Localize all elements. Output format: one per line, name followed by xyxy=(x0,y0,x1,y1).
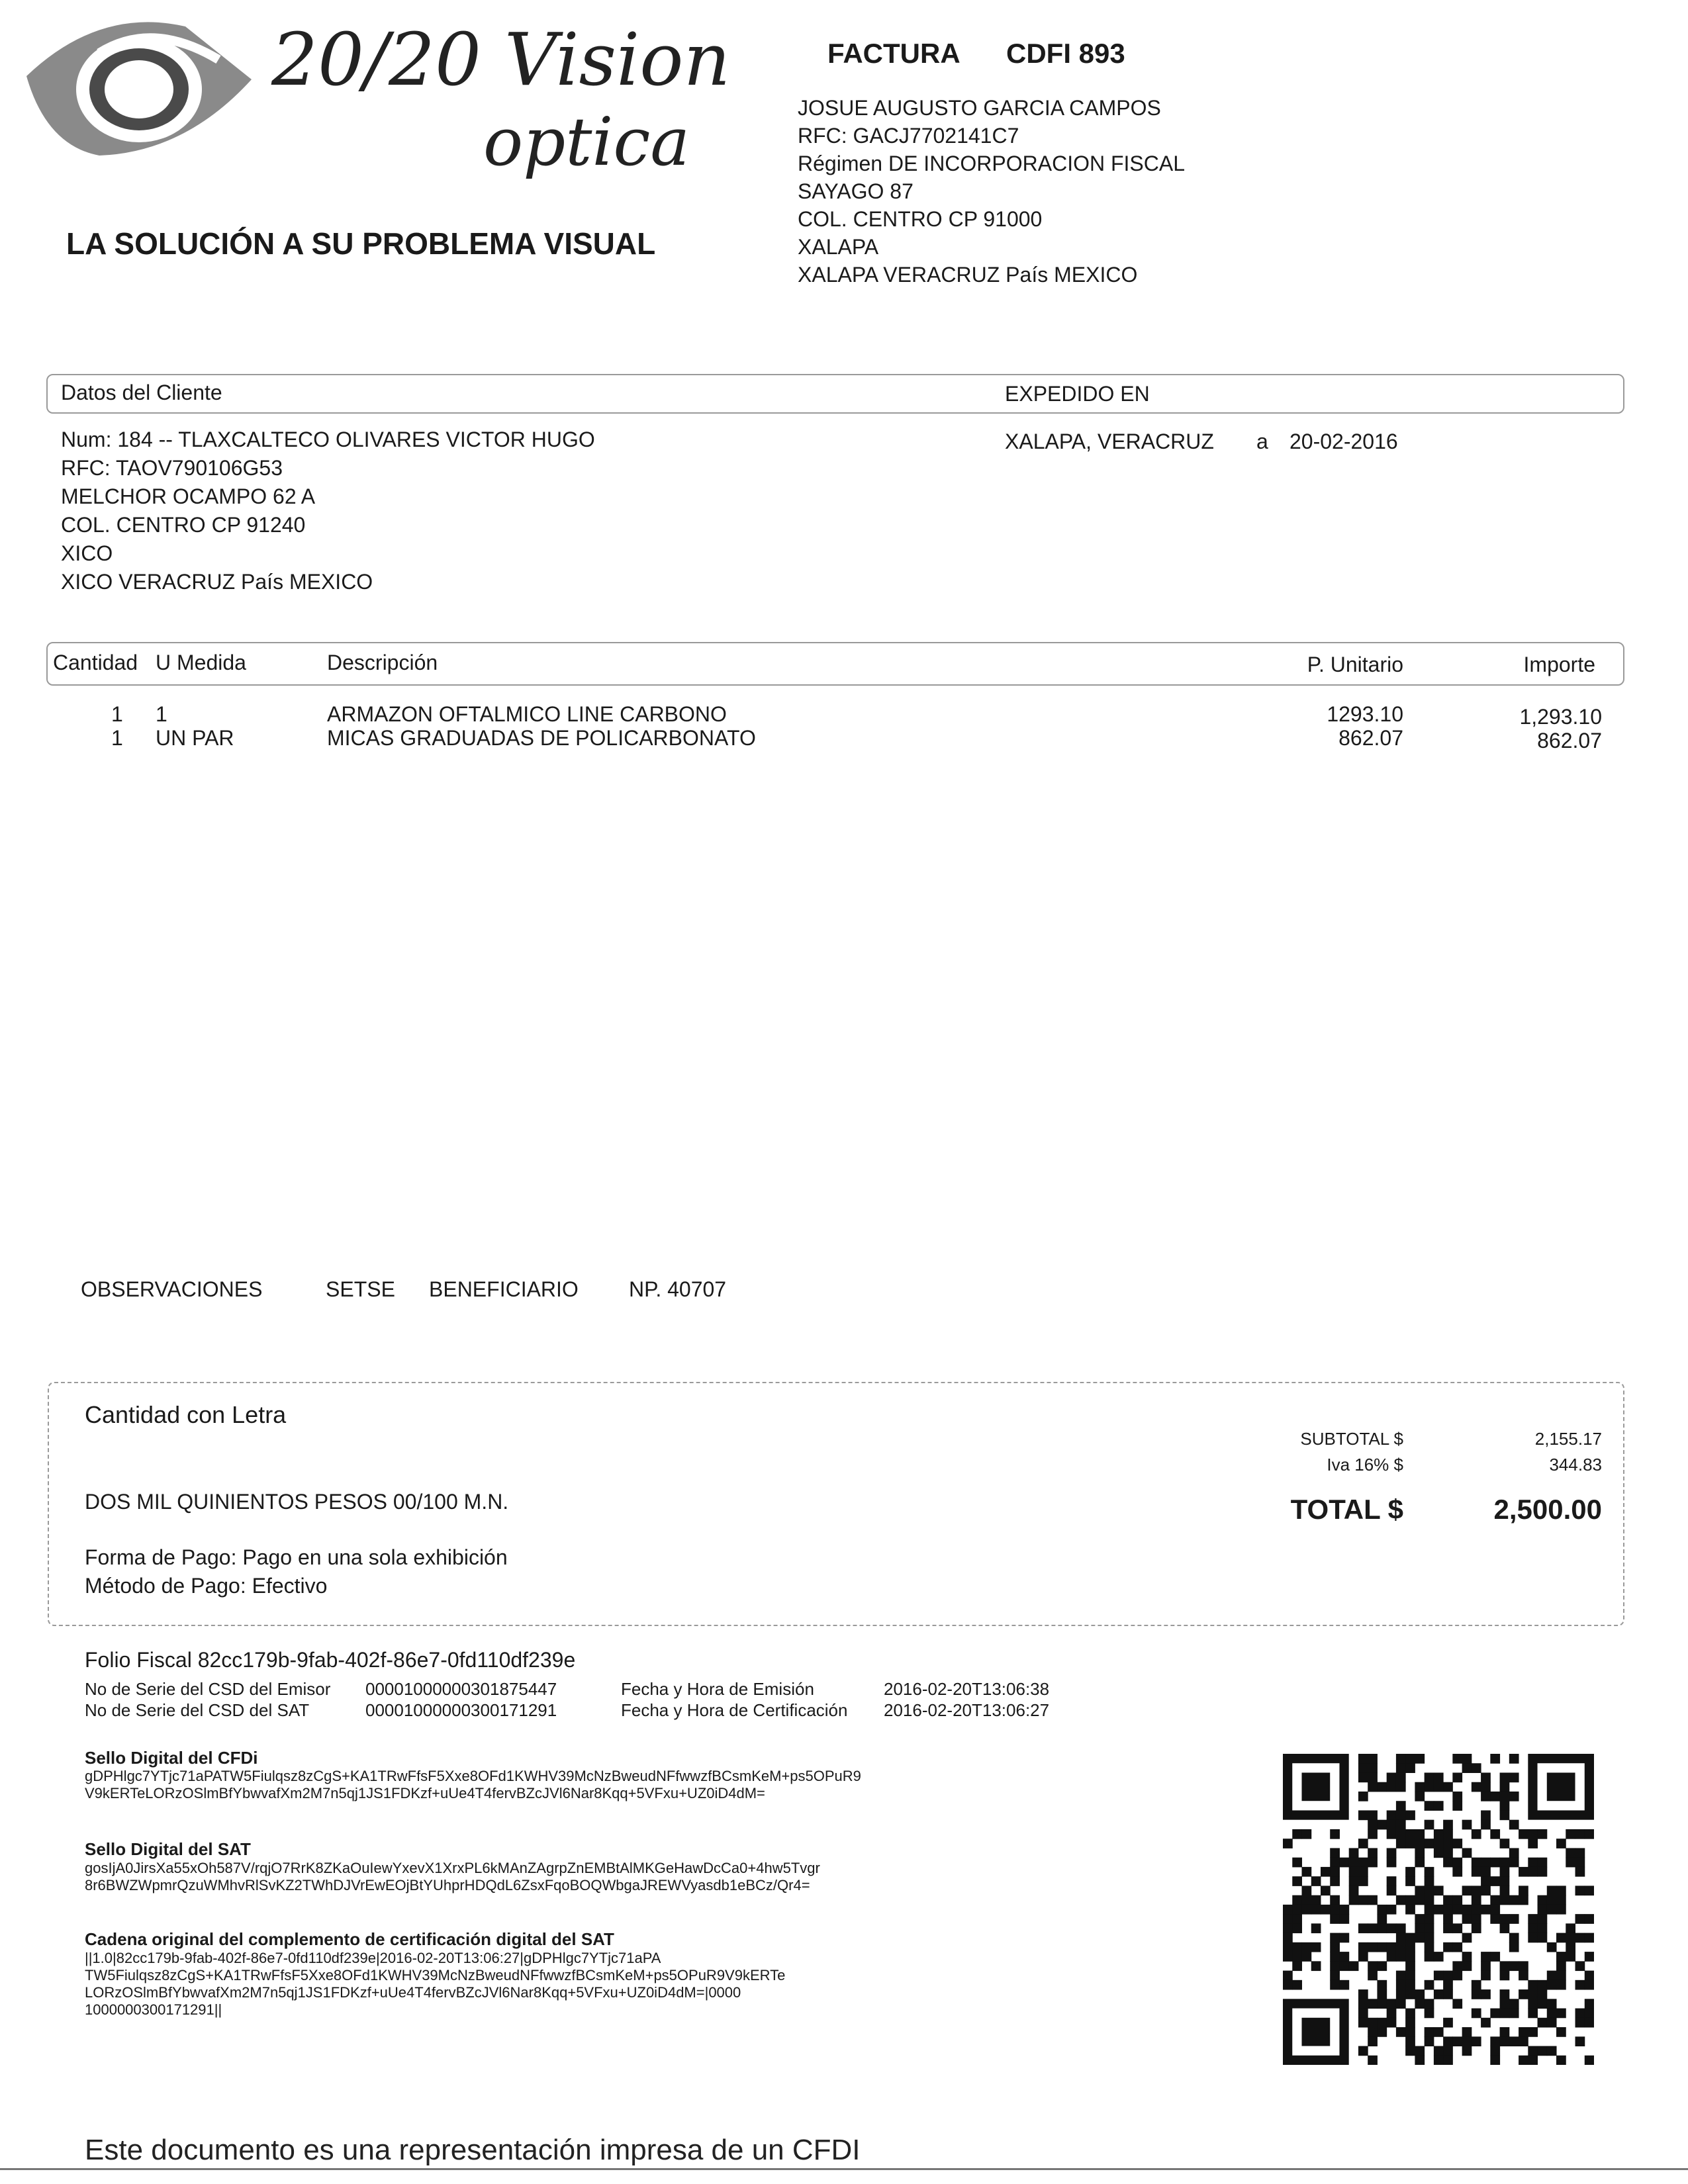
issuer-city: XALAPA xyxy=(798,235,879,259)
row-amount: 1,293.10 xyxy=(1519,705,1602,729)
cadena-line: LORzOSlmBfYbwvafXm2M7n5qj1JS1FDKzf+uUe4T4fervBZcJVl6Nar8Kqq+5VFxu+UZ0iD4dM=|0000 xyxy=(85,1984,741,2001)
row-desc: MICAS GRADUADAS DE POLICARBONATO xyxy=(327,726,756,750)
emision-value: 2016-02-20T13:06:38 xyxy=(884,1679,1050,1699)
observations-value-3: NP. 40707 xyxy=(629,1277,727,1301)
col-header-desc: Descripción xyxy=(327,651,438,674)
sello-cfdi-line: V9kERTeLORzOSlmBfYbwvafXm2M7n5qj1JS1FDKzf+uUe4T4fervBZcJVl6Nar8Kqq+5VFxu+UZ0iD4dM= xyxy=(85,1785,765,1801)
logo-text-2: optica xyxy=(483,103,690,181)
issuer-name: JOSUE AUGUSTO GARCIA CAMPOS xyxy=(798,96,1161,120)
observations-value-2: BENEFICIARIO xyxy=(429,1277,579,1301)
row-unit: UN PAR xyxy=(156,726,234,750)
row-desc: ARMAZON OFTALMICO LINE CARBONO xyxy=(327,702,727,726)
observations-value-1: SETSE xyxy=(326,1277,395,1301)
csd-sat-value: 00001000000300171291 xyxy=(365,1700,557,1720)
issued-a: a xyxy=(1256,430,1268,453)
issuer-block xyxy=(798,94,1185,289)
cert-value: 2016-02-20T13:06:27 xyxy=(884,1700,1050,1720)
client-colony: COL. CENTRO CP 91240 xyxy=(61,513,306,537)
sello-sat-line: 8r6BWZWpmrQzuWMhvRlSvKZ2TWhDJVrEwEOjBtYUhprHDQdL6ZsxFqoBOQWbgaJREWVyasdb1eBCz/Qr4= xyxy=(85,1877,810,1893)
total-value: 2,500.00 xyxy=(1493,1494,1602,1525)
row-amount: 862.07 xyxy=(1537,729,1602,752)
cert-label: Fecha y Hora de Certificación xyxy=(621,1700,848,1720)
issuer-state: XALAPA VERACRUZ País MEXICO xyxy=(798,263,1138,287)
cadena-line: 1000000300171291|| xyxy=(85,2001,222,2018)
col-header-qty: Cantidad xyxy=(53,651,138,674)
issuer-street: SAYAGO 87 xyxy=(798,179,914,203)
issuer-rfc: RFC: GACJ7702141C7 xyxy=(798,124,1019,148)
invoice-type: FACTURA xyxy=(827,38,961,69)
table-row xyxy=(0,700,1688,727)
client-state: XICO VERACRUZ País MEXICO xyxy=(61,570,373,594)
subtotal-value: 2,155.17 xyxy=(1534,1429,1602,1449)
iva-value: 344.83 xyxy=(1549,1455,1602,1475)
issued-date: 20-02-2016 xyxy=(1289,430,1398,453)
row-price: 862.07 xyxy=(1338,726,1403,750)
amount-in-words-label: Cantidad con Letra xyxy=(85,1401,287,1428)
table-row xyxy=(0,724,1688,751)
row-price: 1293.10 xyxy=(1327,702,1403,726)
csd-emisor-value: 00001000000301875447 xyxy=(365,1679,557,1699)
cadena-line: ||1.0|82cc179b-9fab-402f-86e7-0fd110df239e|2016-02-20T13:06:27|gDPHlgc7YTjc71aPA xyxy=(85,1950,661,1966)
company-slogan: LA SOLUCIÓN A SU PROBLEMA VISUAL xyxy=(66,226,656,261)
emision-label: Fecha y Hora de Emisión xyxy=(621,1679,814,1699)
col-header-amount: Importe xyxy=(1523,653,1595,676)
issued-label: EXPEDIDO EN xyxy=(1005,382,1150,406)
cadena-line: TW5Fiulqsz8zCgS+KA1TRwFfsF5Xxe8OFd1KWHV39McNzBweudNFfwwzfBCsmKeM+ps5OPuR9V9kERTe xyxy=(85,1967,786,1983)
issued-place: XALAPA, VERACRUZ xyxy=(1005,430,1214,453)
cadena-block xyxy=(85,1950,785,2019)
total-label: TOTAL $ xyxy=(1290,1494,1403,1525)
client-street: MELCHOR OCAMPO 62 A xyxy=(61,484,316,508)
sello-cfdi-line: gDPHlgc7YTjc71aPATW5Fiulqsz8zCgS+KA1TRwFfsF5Xxe8OFd1KWHV39McNzBweudNFfwwzfBCsmKeM+ps5OPuR9 xyxy=(85,1768,861,1784)
subtotal-label: SUBTOTAL $ xyxy=(1300,1429,1403,1449)
client-section-label: Datos del Cliente xyxy=(61,381,222,404)
observations-label: OBSERVACIONES xyxy=(81,1277,263,1301)
iva-label: Iva 16% $ xyxy=(1327,1455,1403,1475)
client-rfc: RFC: TAOV790106G53 xyxy=(61,456,283,480)
sello-sat-title: Sello Digital del SAT xyxy=(85,1839,251,1859)
client-city: XICO xyxy=(61,541,113,565)
footer-note: Este documento es una representación impresa de un CFDI xyxy=(85,2134,861,2166)
qr-code xyxy=(1283,1754,1594,2065)
sello-sat-block xyxy=(85,1860,820,1894)
cadena-title: Cadena original del complemento de certificación digital del SAT xyxy=(85,1929,614,1949)
folio-fiscal: Folio Fiscal 82cc179b-9fab-402f-86e7-0fd110df239e xyxy=(85,1648,576,1672)
invoice-number: CDFI 893 xyxy=(1006,38,1125,69)
csd-emisor-label: No de Serie del CSD del Emisor xyxy=(85,1679,331,1699)
row-qty: 1 xyxy=(111,702,123,726)
sello-cfdi-title: Sello Digital del CFDi xyxy=(85,1748,258,1768)
amount-in-words: DOS MIL QUINIENTOS PESOS 00/100 M.N. xyxy=(85,1490,509,1514)
col-header-price: P. Unitario xyxy=(1307,653,1403,676)
row-qty: 1 xyxy=(111,726,123,750)
sello-cfdi-block xyxy=(85,1768,861,1802)
payment-form: Forma de Pago: Pago en una sola exhibición xyxy=(85,1545,508,1569)
csd-sat-label: No de Serie del CSD del SAT xyxy=(85,1700,310,1720)
client-header-box xyxy=(46,374,1624,414)
payment-method: Método de Pago: Efectivo xyxy=(85,1574,328,1598)
issuer-regime: Régimen DE INCORPORACION FISCAL xyxy=(798,152,1186,175)
client-block xyxy=(61,426,595,596)
page-bottom-rule xyxy=(0,2168,1688,2170)
issuer-colony: COL. CENTRO CP 91000 xyxy=(798,207,1043,231)
sello-sat-line: gosIjA0JirsXa55xOh587V/rqjO7RrK8ZKaOuIewYxevX1XrxPL6kMAnZAgrpZnEMBtAlMKGeHawDcCa0+4hw5Tvgr xyxy=(85,1860,820,1876)
qr-code-icon xyxy=(1283,1754,1594,2065)
company-logo xyxy=(20,13,731,212)
client-name: Num: 184 -- TLAXCALTECO OLIVARES VICTOR HUGO xyxy=(61,428,595,451)
col-header-unit: U Medida xyxy=(156,651,246,674)
eye-logo-icon xyxy=(20,13,258,165)
logo-text-1: 20/20 Vision xyxy=(271,17,731,102)
row-unit: 1 xyxy=(156,702,167,726)
